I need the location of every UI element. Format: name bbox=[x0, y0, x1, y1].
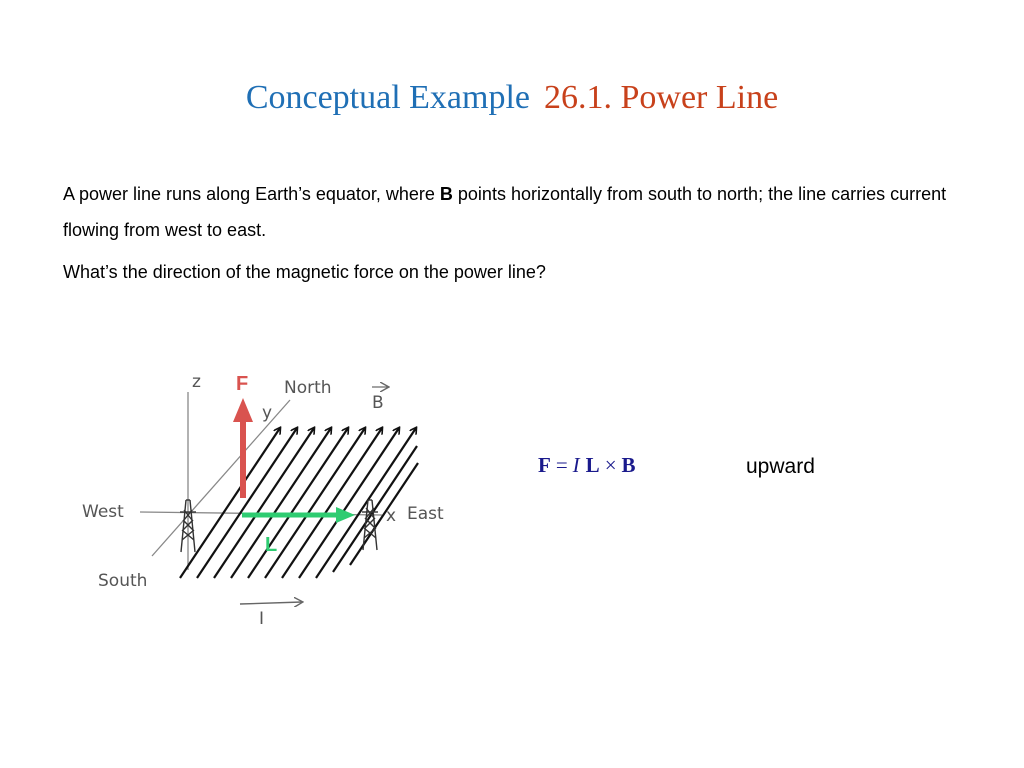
slide-title bbox=[0, 76, 1024, 120]
formula-b: B bbox=[621, 453, 636, 477]
b-field-lines bbox=[180, 428, 418, 578]
current-arrow bbox=[240, 602, 302, 604]
problem-statement bbox=[63, 176, 983, 248]
force-arrowhead bbox=[233, 398, 253, 422]
title-main: Conceptual Example bbox=[245, 79, 530, 116]
south-label: South bbox=[98, 571, 148, 591]
y-axis-label: y bbox=[262, 403, 273, 423]
b-field-symbol: B bbox=[439, 184, 453, 204]
east-label: East bbox=[407, 504, 444, 524]
formula-l: L bbox=[585, 453, 600, 477]
length-label: L bbox=[265, 534, 278, 556]
y-axis bbox=[152, 400, 290, 556]
formula-current: I bbox=[572, 453, 580, 477]
north-label: North bbox=[284, 378, 332, 398]
title-number: 26.1. Power Line bbox=[544, 79, 779, 116]
west-label: West bbox=[82, 502, 124, 522]
problem-text-start: A power line runs along Earth’s equator, where bbox=[63, 184, 440, 204]
formula-cross: × bbox=[604, 453, 617, 477]
current-label: I bbox=[259, 609, 265, 629]
problem-question: What’s the direction of the magnetic force on the power line? bbox=[63, 262, 546, 282]
formula-f: F bbox=[538, 453, 551, 477]
force-formula bbox=[538, 453, 636, 478]
problem-text-end: points horizontally from south to north; the line carries current flowing from west to east. bbox=[63, 184, 947, 240]
force-label: F bbox=[236, 373, 249, 395]
x-axis-label: x bbox=[386, 506, 397, 526]
z-axis-label: z bbox=[192, 372, 201, 392]
b-label: B bbox=[372, 393, 384, 413]
power-line-diagram bbox=[70, 360, 470, 630]
formula-equals: = bbox=[555, 453, 568, 477]
answer-text: upward bbox=[746, 455, 815, 478]
